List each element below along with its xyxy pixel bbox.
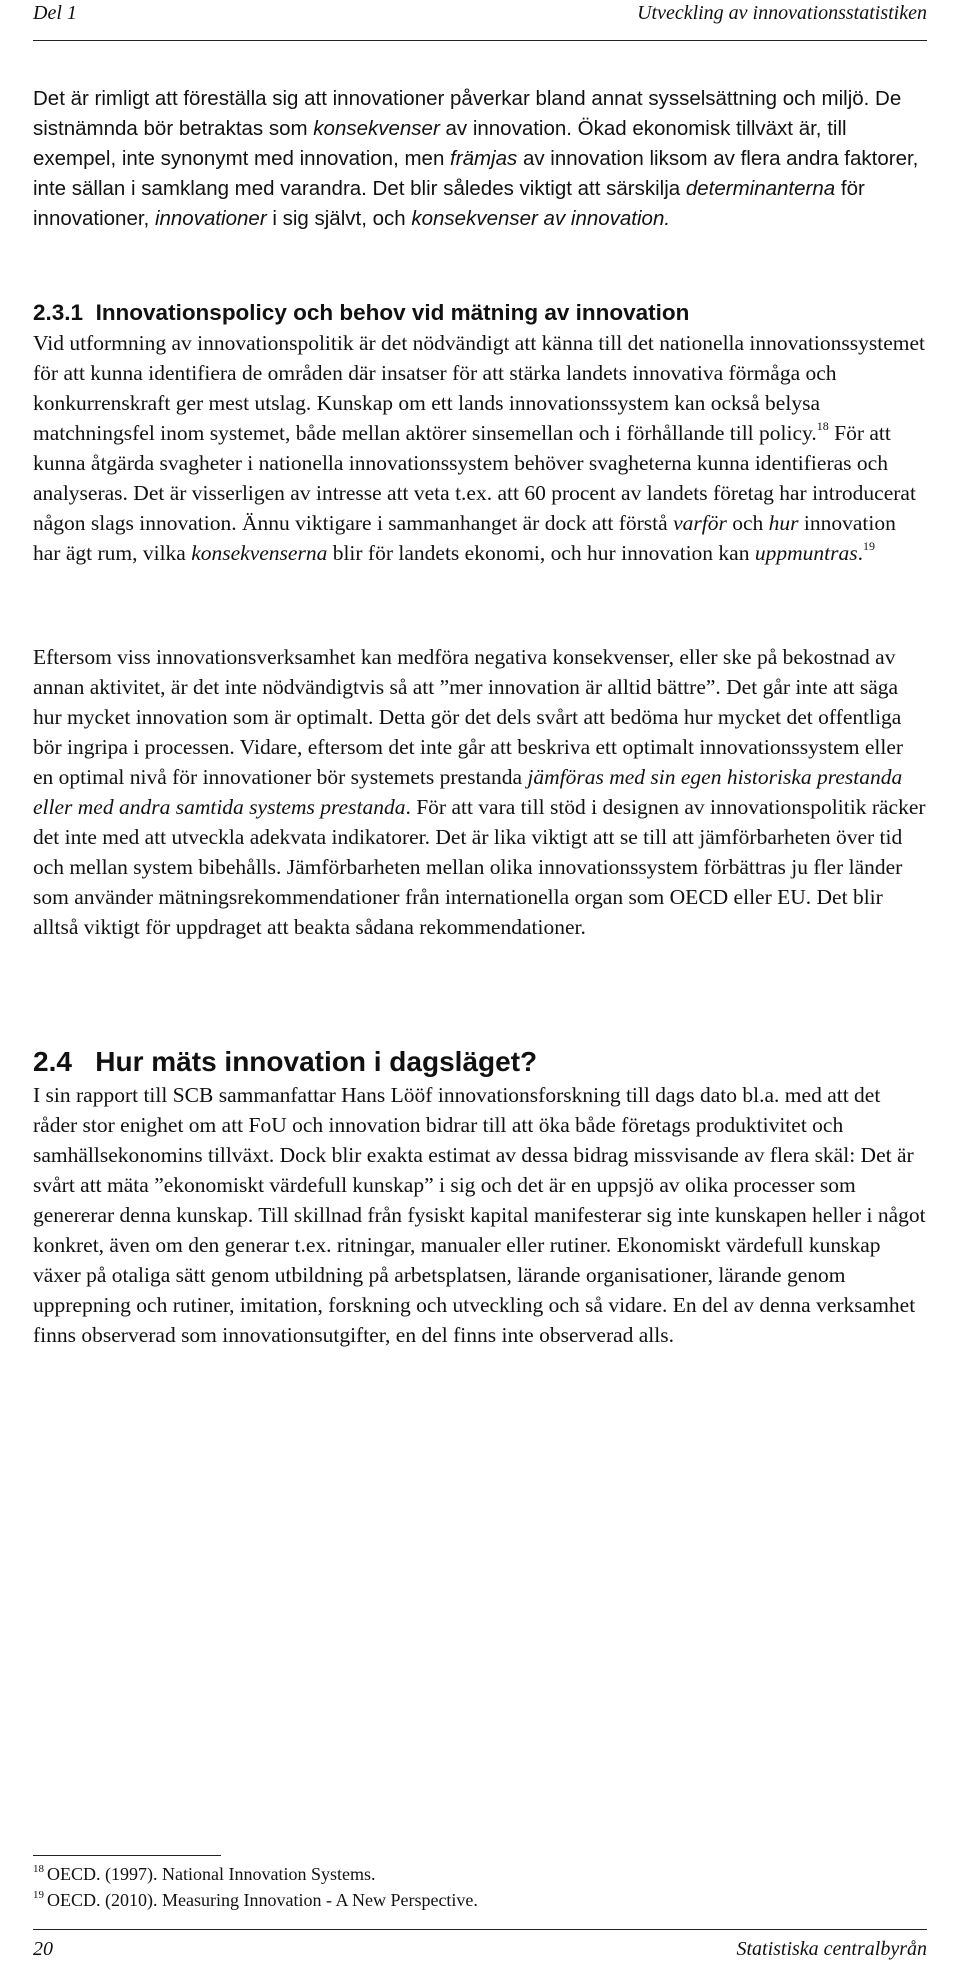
footnote-text: OECD. (1997). National Innovation Systems. <box>47 1864 376 1884</box>
intro-paragraph <box>33 84 927 234</box>
text-run: . <box>857 541 863 565</box>
text-run: innovation har ägt rum, vilka <box>33 511 896 565</box>
footnote-ref-19[interactable]: 19 <box>862 539 875 553</box>
text-run: för innovationer, <box>33 177 865 230</box>
publisher-name: Statistiska centralbyrån <box>736 1938 927 1960</box>
text-run: Eftersom viss innovationsverksamhet kan medföra negativa konsekvenser, eller ske på bekostnad av annan aktivitet, är det inte nödvändigtvis så att ”mer innovation är alltid bättre”. Det går inte att säga hur mycket innovation som är optimalt. Detta gör det dels svårt att bedöma hur mycket det offentliga bör ingripa i processen. Vidare, eftersom det inte går att beskriva ett optimalt innovationssystem eller en optimal nivå för innovationer bör systemets prestanda <box>33 645 904 789</box>
subsection-title: Innovationspolicy och behov vid mätning av innovation <box>95 300 690 325</box>
running-footer <box>33 1929 927 1970</box>
emphasis-text: innovationer <box>154 207 267 230</box>
emphasis-text: uppmuntras <box>754 541 858 565</box>
footnote-19 <box>33 1888 478 1912</box>
emphasis-text: hur <box>768 511 799 535</box>
emphasis-text: främjas <box>450 147 518 170</box>
emphasis-text: konsekvenserna <box>191 541 328 565</box>
section-heading-block <box>33 1044 927 1080</box>
text-run: och <box>726 511 769 535</box>
subsection-heading-block <box>33 298 927 328</box>
text-run: För att kunna åtgärda svagheter i nationella innovationssystem behöver svagheterna kunna identifieras och analyseras. Det är visserligen av intresse att veta t.ex. att 60 procent av landets företag har introducerat någon slags innovation. Ännu viktigare i sammanhanget är dock att förstå <box>33 421 916 535</box>
section-paragraph-block <box>33 1080 927 1350</box>
subsection-paragraph-2-block <box>33 642 927 942</box>
text-run: Vid utformning av innovationspolitik är det nödvändigt att känna till det nationella innovationssystemet för att kunna identifiera de områden där insatser för att stärka landets innovativa förmåga och konkurrenskraft ger mest utslag. Kunskap om ett lands innovationssystem kan också belysa matchningsfel inom systemet, både mellan aktörer sinsemellan och i förhållande till policy. <box>33 331 925 445</box>
section-heading <box>33 1044 927 1080</box>
footnote-ref-18[interactable]: 18 <box>816 419 829 433</box>
intro-paragraph-block <box>33 84 927 234</box>
subsection-heading <box>33 298 927 328</box>
emphasis-text: determinanterna <box>685 177 836 200</box>
section-paragraph: I sin rapport till SCB sammanfattar Hans Lööf innovationsforskning till dags dato bl.a. med att det råder stor enighet om att FoU och innovation bidrar till att öka både företags produktivitet och samhällsekonomins tillväxt. Dock blir exakta estimat av dessa bidrag missvisande av flera skäl: Det är svårt att mäta ”ekonomiskt värdefull kunskap” i sig och det är en uppsjö av olika processer som genererar denna kunskap. Till skillnad från fysiskt kapital manifesterar sig inte kunskapen heller i något konkret, även om den generar t.ex. ritningar, manualer eller rutiner. Ekonomiskt värdefull kunskap växer på otaliga sätt genom utbildning på arbetsplatsen, lärande organisationer, lärande genom upprepning och rutiner, imitation, forskning och utveckling och så vidare. En del av denna verksamhet finns observerad som innovationsutgifter, en del finns inte observerad alls. <box>33 1083 926 1347</box>
header-chapter-title: Utveckling av innovationsstatistiken <box>637 2 927 24</box>
document-page <box>33 0 927 1969</box>
footnote-mark: 19 <box>33 1889 44 1901</box>
emphasis-text: konsekvenser <box>313 117 440 140</box>
text-run: Det är rimligt att föreställa sig att innovationer påverkar bland annat sysselsättning och miljö. De sistnämnda bör betraktas som <box>33 87 902 140</box>
footnote-18 <box>33 1862 375 1886</box>
footnote-divider <box>33 1855 221 1856</box>
emphasis-text: jämföras med sin egen historiska prestanda eller med andra samtida systems prestanda <box>33 765 903 819</box>
text-run: . För att vara till stöd i designen av innovationspolitik räcker det inte med att utveckla adekvata indikatorer. Det är lika viktigt att se till att jämförbarheten över tid och mellan system bibehålls. Jämförbarheten mellan olika innovationssystem förbättras ju fler länder som använder mätningsrekommendationer från internationella organ som OECD eller EU. Det blir alltså viktigt för uppdraget att beakta sådana rekommendationer. <box>33 795 926 939</box>
section-number: 2.4 <box>33 1046 72 1077</box>
text-run: av innovation liksom av flera andra faktorer, inte sällan i samklang med varandra. Det blir således viktigt att särskilja <box>33 147 919 200</box>
emphasis-text: varför <box>673 511 727 535</box>
section-title: Hur mäts innovation i dagsläget? <box>95 1046 538 1077</box>
text-run: av innovation. Ökad ekonomisk tillväxt är, till exempel, inte synonymt med innovation, men <box>33 117 847 170</box>
footnote-text: OECD. (2010). Measuring Innovation - A New Perspective. <box>47 1890 478 1910</box>
text-run: i sig självt, och <box>266 207 412 230</box>
subsection-paragraph-1 <box>33 328 927 568</box>
footnote-mark: 18 <box>33 1863 44 1875</box>
running-header <box>33 0 927 41</box>
text-run: blir för landets ekonomi, och hur innovation kan <box>327 541 755 565</box>
header-part-label: Del 1 <box>33 2 77 24</box>
subsection-paragraph-2 <box>33 642 927 942</box>
subsection-number: 2.3.1 <box>33 300 84 325</box>
page-number: 20 <box>33 1938 53 1960</box>
emphasis-text: konsekvenser av innovation. <box>411 207 671 230</box>
subsection-paragraph-1-block <box>33 328 927 568</box>
